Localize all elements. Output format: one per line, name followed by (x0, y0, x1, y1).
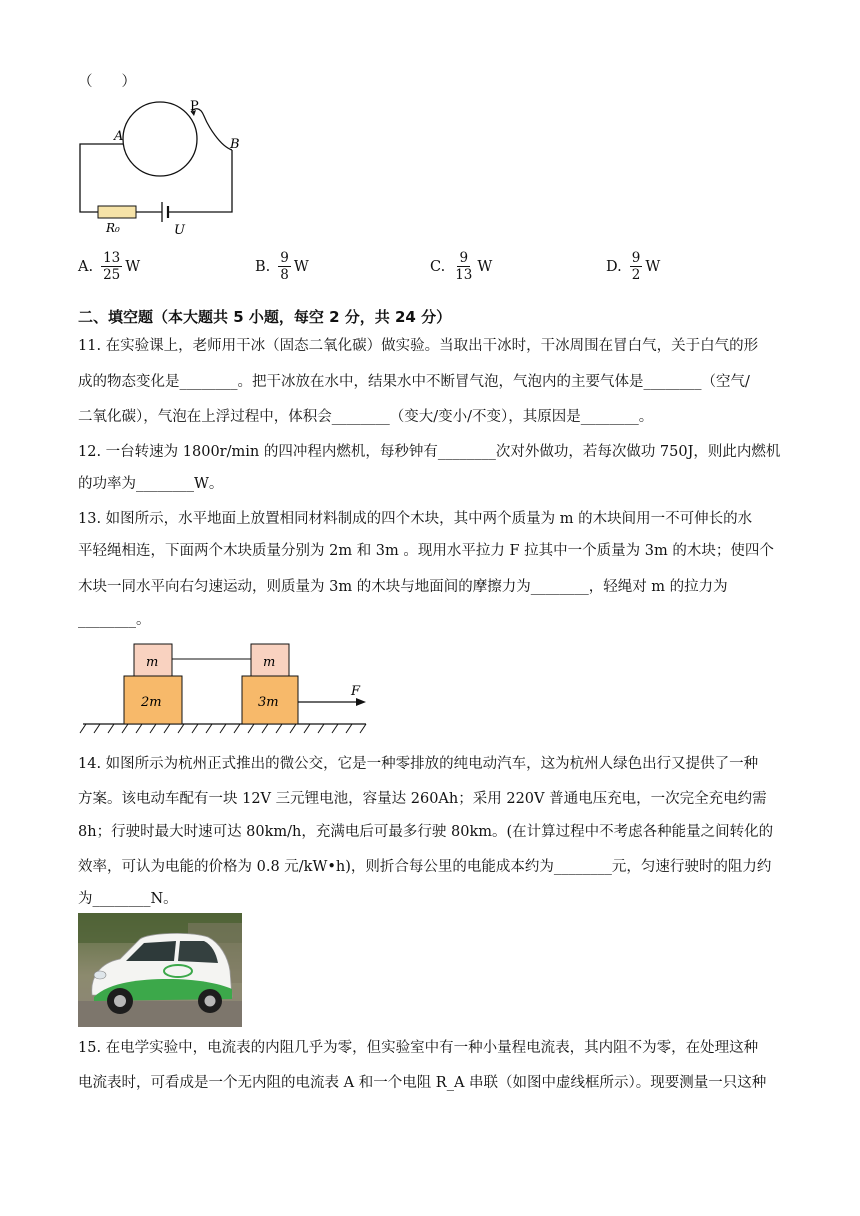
option-c[interactable]: C. $\frac{9}{13}$ W (430, 250, 493, 283)
option-d[interactable]: D. $\frac{9}{2}$ W (606, 250, 661, 283)
label-top-left: m (146, 655, 159, 670)
q14-line-3: 8h；行驶时最大时速可达 80km/h，充满电后可最多行驶 80km。(在计算过程中不考虑各种能量之间转化的 (78, 824, 774, 840)
q15-line-1: 15. 在电学实验中，电流表的内阻几乎为零，但实验室中有一种小量程电流表，其内阻不为零，在处理这种 (78, 1040, 759, 1056)
q14-line-2: 方案。该电动车配有一块 12V 三元锂电池，容量达 260Ah；采用 220V 普通电压充电，一次完全充电约需 (78, 791, 767, 807)
q13-line-3: 木块一同水平向右匀速运动，则质量为 3m 的木块与地面间的摩擦力为________，轻绳对 m 的拉力为 (78, 579, 728, 595)
q15-line-2: 电流表时，可看成是一个无内阻的电流表 A 和一个电阻 R_A 串联（如图中虚线框所示）。现要测量一只这种 (78, 1075, 767, 1091)
q14-line-4: 效率，可认为电能的价格为 0.8 元/kW•h)，则折合每公里的电能成本约为________元，匀速行驶时的阻力约 (78, 859, 772, 875)
option-a[interactable]: A. $\frac{13}{25}$ W (78, 250, 141, 283)
q13-line-4: ________。 (78, 612, 151, 628)
q12-line-2: 的功率为________W。 (78, 476, 224, 492)
label-u: U (174, 223, 185, 236)
label-a: A (114, 129, 124, 144)
resistor-r0 (98, 206, 136, 218)
section-heading: 二、填空题（本大题共 5 小题，每空 2 分，共 24 分） (78, 308, 452, 326)
q13-line-1: 13. 如图所示，水平地面上放置相同材料制成的四个木块，其中两个质量为 m 的木块间用一不可伸长的水 (78, 511, 753, 527)
q11-line-1: 11. 在实验课上，老师用干冰（固态二氧化碳）做实验。当取出干冰时，干冰周围在冒白气，关于白气的形 (78, 338, 759, 354)
blocks-figure (78, 640, 378, 735)
answer-paren: （ ） (78, 74, 136, 90)
label-bottom-left: 2m (141, 695, 162, 710)
label-p: P (190, 99, 199, 114)
q11-line-2: 成的物态变化是________。把干冰放在水中，结果水中不断冒气泡，气泡内的主要气体是________（空气/ (78, 374, 750, 390)
ground-hatching (80, 724, 366, 733)
label-force: F (351, 684, 361, 699)
q14-line-1: 14. 如图所示为杭州正式推出的微公交，它是一种零排放的纯电动汽车，这为杭州人绿色出行又提供了一种 (78, 756, 759, 772)
option-a-fraction: $\frac{13}{25}$ (103, 250, 121, 283)
q11-line-3: 二氧化碳），气泡在上浮过程中，体积会________（变大/变小/不变），其原因是________。 (78, 409, 654, 425)
q14-line-5: 为________N。 (78, 891, 178, 907)
ring-resistor (123, 102, 197, 176)
car-photo (78, 913, 242, 1027)
option-b-fraction: $\frac{9}{8}$ (280, 250, 289, 283)
label-r0: R₀ (106, 221, 120, 235)
q12-line-1: 12. 一台转速为 1800r/min 的四冲程内燃机，每秒钟有________次对外做功，若每次做功 750J，则此内燃机 (78, 444, 781, 460)
label-bottom-right: 3m (258, 695, 279, 710)
option-d-fraction: $\frac{9}{2}$ (631, 250, 641, 283)
circuit-diagram (70, 96, 260, 236)
label-b: B (230, 137, 240, 152)
option-c-fraction: $\frac{9}{13}$ (455, 250, 473, 283)
q13-line-2: 平轻绳相连，下面两个木块质量分别为 2m 和 3m 。现用水平拉力 F 拉其中一个质量为 3m 的木块；使四个 (78, 543, 774, 559)
label-top-right: m (263, 655, 276, 670)
option-b[interactable]: B. $\frac{9}{8}$ W (255, 250, 309, 283)
